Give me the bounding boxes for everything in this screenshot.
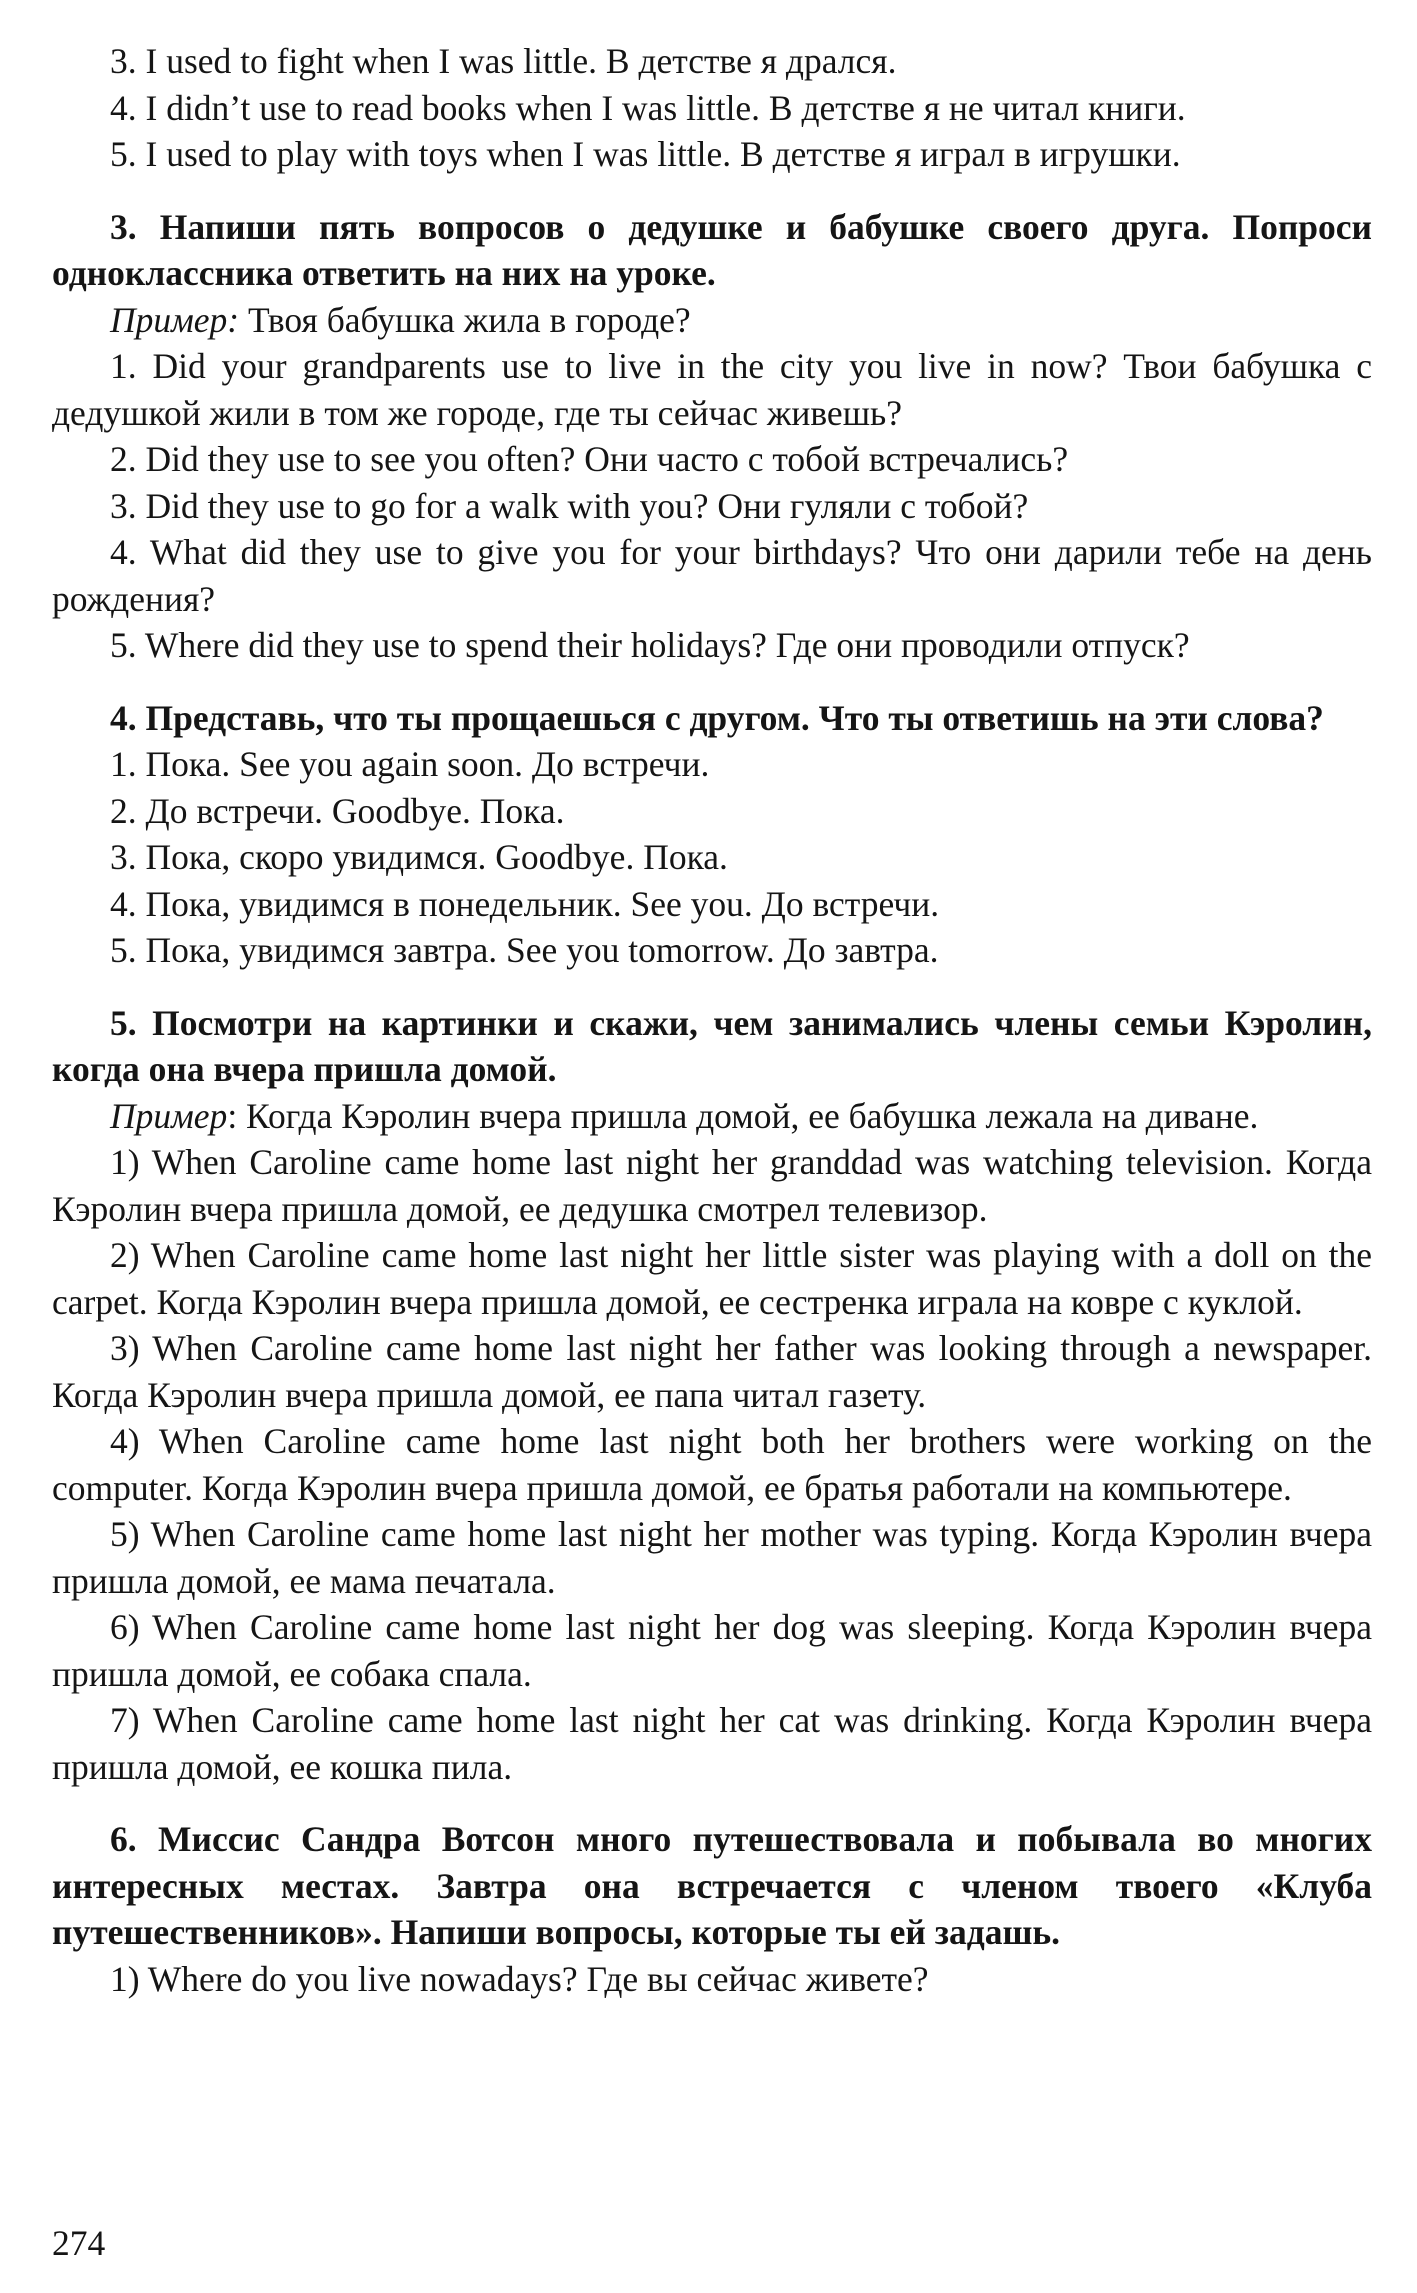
exercise-3 <box>52 204 1372 669</box>
list-item: 1. Did your grandparents use to live in the city you live in now? Твои бабушка с дедушкой жили в том же городе, где ты сейчас живешь? <box>52 346 1372 433</box>
example-text: Твоя бабушка жила в городе? <box>239 299 691 340</box>
example-line <box>52 1093 1372 1140</box>
example-text: : Когда Кэролин вчера пришла домой, ее бабушка лежала на диване. <box>227 1095 1259 1136</box>
exercise-heading: 4. Представь, что ты прощаешься с другом. Что ты ответишь на эти слова? <box>110 697 1324 738</box>
list-item: 7) When Caroline came home last night her cat was drinking. Когда Кэролин вчера пришла домой, ее кошка пила. <box>52 1700 1372 1787</box>
example-label: Пример: <box>110 299 240 340</box>
list-item: 3. Did they use to go for a walk with you? Они гуляли с тобой? <box>110 485 1029 526</box>
list-item: 2) When Caroline came home last night her little sister was playing with a doll on the carpet. Когда Кэролин вчера пришла домой, ее сестренка играла на ковре с куклой. <box>52 1235 1372 1322</box>
exercise-heading: 3. Напиши пять вопросов о дедушке и бабушке своего друга. Попроси одноклассника ответить на них на уроке. <box>52 206 1372 293</box>
list-item: 5. Пока, увидимся завтра. See you tomorrow. До завтра. <box>110 930 939 970</box>
exercise-5 <box>52 1000 1372 1791</box>
list-item: 4) When Caroline came home last night both her brothers were working on the computer. Когда Кэролин вчера пришла домой, ее братья работали на компьютере. <box>52 1421 1372 1508</box>
text-line: 3. I used to fight when I was little. В детстве я дрался. <box>110 41 897 81</box>
list-item: 4. What did they use to give you for your birthdays? Что они дарили тебе на день рождения? <box>52 532 1372 619</box>
page-number: 274 <box>52 2223 106 2263</box>
exercise-heading: 6. Миссис Сандра Вотсон много путешествовала и побывала во многих интересных местах. Завтра она встречается с членом твоего «Клуба путешественников». Напиши вопросы, которые ты ей задашь. <box>52 1819 1372 1952</box>
list-item: 5) When Caroline came home last night her mother was typing. Когда Кэролин вчера пришла домой, ее мама печатала. <box>52 1514 1372 1601</box>
list-item: 1) When Caroline came home last night her granddad was watching television. Когда Кэролин вчера пришла домой, ее дедушка смотрел телевизор. <box>52 1142 1372 1229</box>
list-item: 1. Пока. See you again soon. До встречи. <box>110 744 710 784</box>
list-item: 3) When Caroline came home last night her father was looking through a newspaper. Когда Кэролин вчера пришла домой, ее папа читал газету. <box>52 1328 1372 1415</box>
list-item: 1) Where do you live nowadays? Где вы сейчас живете? <box>110 1958 929 1999</box>
list-item: 3. Пока, скоро увидимся. Goodbye. Пока. <box>110 837 728 877</box>
text-line: 5. I used to play with toys when I was little. В детстве я играл в игрушки. <box>110 134 1181 174</box>
exercise-6 <box>52 1816 1372 2002</box>
text-line: 4. I didn’t use to read books when I was little. В детстве я не читал книги. <box>110 87 1186 128</box>
list-item: 5. Where did they use to spend their holidays? Где они проводили отпуск? <box>110 625 1190 665</box>
example-line <box>52 297 1372 344</box>
page-content <box>52 38 1372 2002</box>
exercise-heading: 5. Посмотри на картинки и скажи, чем занимались члены семьи Кэролин, когда она вчера пришла домой. <box>52 1002 1372 1089</box>
list-item: 2. Did they use to see you often? Они часто с тобой встречались? <box>110 439 1069 479</box>
list-item: 4. Пока, увидимся в понедельник. See you. До встречи. <box>110 883 940 924</box>
example-label: Пример <box>110 1095 228 1136</box>
exercise-4 <box>52 695 1372 974</box>
list-item: 6) When Caroline came home last night her dog was sleeping. Когда Кэролин вчера пришла домой, ее собака спала. <box>52 1607 1372 1694</box>
list-item: 2. До встречи. Goodbye. Пока. <box>110 790 565 831</box>
